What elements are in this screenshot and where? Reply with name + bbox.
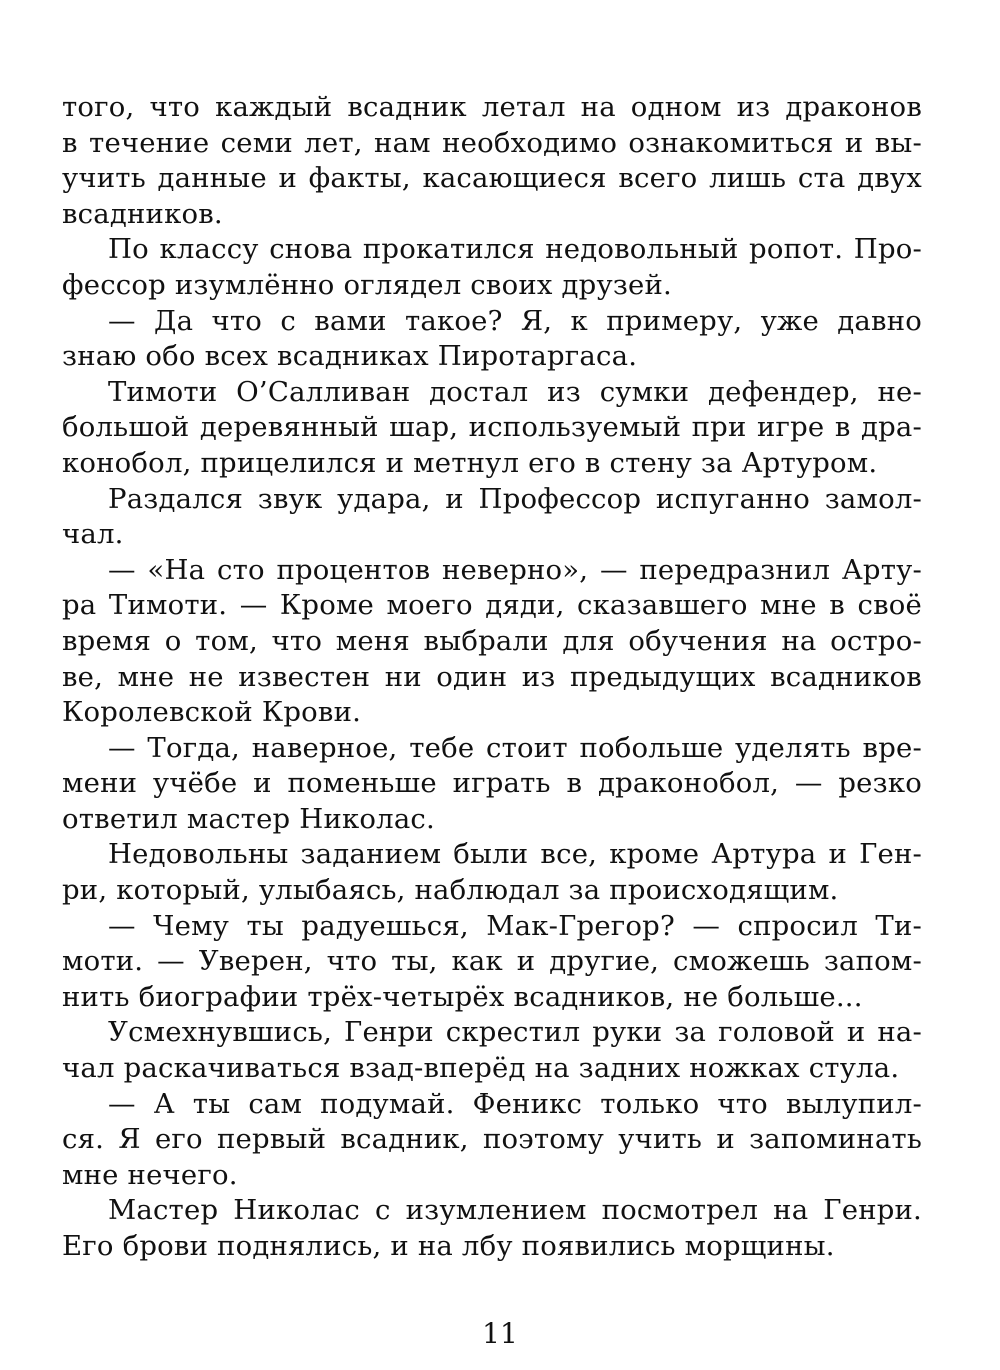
text-line: — «На сто процентов неверно», — передразнил Арту- xyxy=(108,553,922,586)
body-text xyxy=(62,90,922,1265)
text-line: ответил мастер Николас. xyxy=(62,802,435,835)
text-line: чал раскачиваться взад-вперёд на задних ножках стула. xyxy=(62,1052,900,1085)
text-line: — А ты сам подумай. Феникс только что вылупил- xyxy=(108,1087,922,1120)
text-line: знаю обо всех всадниках Пиротаргаса. xyxy=(62,340,638,373)
text-line: — Да что с вами такое? Я, к примеру, уже давно xyxy=(108,304,922,337)
text-line: По классу снова прокатился недовольный ропот. Про- xyxy=(108,233,922,266)
text-line: Раздался звук удара, и Профессор испуганно замол- xyxy=(108,482,922,515)
text-line: большой деревянный шар, используемый при игре в дра- xyxy=(62,411,922,444)
text-line: — Тогда, наверное, тебе стоит побольше уделять вре- xyxy=(108,731,922,764)
text-line: ве, мне не известен ни один из предыдущих всадников xyxy=(62,660,922,693)
text-line: Его брови поднялись, и на лбу появились морщины. xyxy=(62,1230,835,1262)
text-line: мени учёбе и поменьше играть в драконобол, — резко xyxy=(62,767,922,800)
text-line: Мастер Николас с изумлением посмотрел на Генри. xyxy=(108,1194,922,1227)
text-line: Тимоти О’Салливан достал из сумки дефендер, не- xyxy=(108,375,922,408)
text-line: нить биографии трёх-четырёх всадников, не больше... xyxy=(62,980,863,1013)
text-line: Усмехнувшись, Генри скрестил руки за головой и на- xyxy=(108,1016,922,1049)
text-line: Королевской Крови. xyxy=(62,696,362,729)
text-line: моти. — Уверен, что ты, как и другие, сможешь запом- xyxy=(62,945,922,978)
text-line: Недовольны заданием были все, кроме Артура и Ген- xyxy=(108,838,922,871)
text-line: время о том, что меня выбрали для обучения на остро- xyxy=(62,624,922,657)
text-line: ся. Я его первый всадник, поэтому учить и запоминать xyxy=(62,1123,922,1156)
text-line: учить данные и факты, касающиеся всего лишь ста двух xyxy=(62,162,922,195)
page-number: 11 xyxy=(482,1317,518,1350)
text-line: ра Тимоти. — Кроме моего дяди, сказавшего мне в своё xyxy=(62,589,922,622)
text-line: ри, который, улыбаясь, наблюдал за происходящим. xyxy=(62,874,839,907)
text-line: конобол, прицелился и метнул его в стену за Артуром. xyxy=(62,446,878,479)
text-line: фессор изумлённо оглядел своих друзей. xyxy=(62,268,672,301)
text-line: — Чему ты радуешься, Мак-Грегор? — спросил Ти- xyxy=(108,909,922,942)
text-line: всадников. xyxy=(62,197,223,230)
text-line: мне нечего. xyxy=(62,1158,238,1191)
text-line: в течение семи лет, нам необходимо ознакомиться и вы- xyxy=(62,126,922,159)
text-line: того, что каждый всадник летал на одном из драконов xyxy=(62,91,922,123)
text-line: чал. xyxy=(62,518,124,551)
